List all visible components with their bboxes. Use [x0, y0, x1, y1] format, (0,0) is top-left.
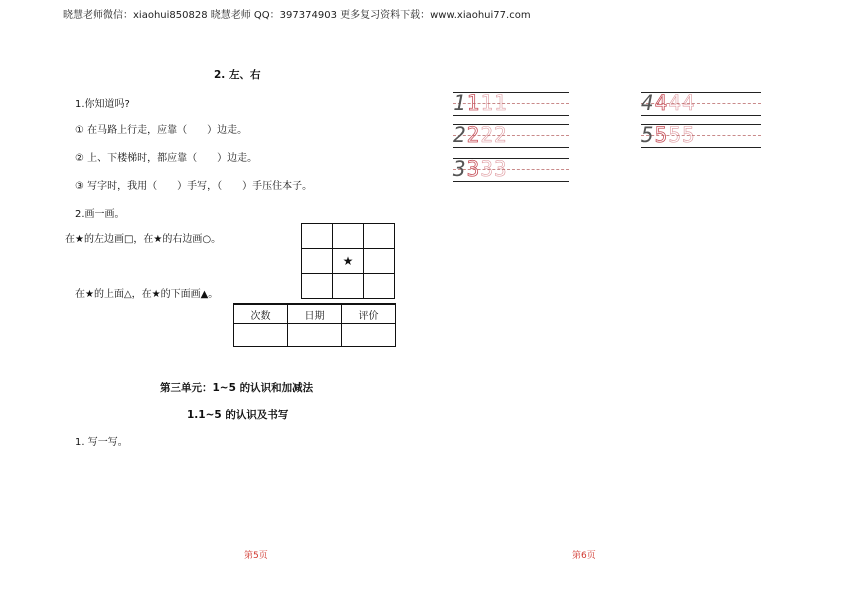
lesson-title: 1.1~5 的认识及书写 [187, 409, 289, 421]
unit-title: 第三单元：1~5 的认识和加减法 [160, 382, 314, 394]
section-title: 2. 左、右 [214, 69, 261, 81]
eval-cell[interactable] [342, 324, 396, 347]
eval-header-date: 日期 [288, 304, 342, 324]
grid-cell[interactable] [302, 249, 333, 274]
grid-cell[interactable] [302, 274, 333, 299]
question-1b: ② 上、下楼梯时，都应靠（ ）边走。 [75, 153, 258, 164]
writing-row-2 [453, 124, 569, 152]
drawing-grid [301, 223, 395, 299]
page-number-left: 第5页 [244, 551, 268, 561]
question-2b: 在★的上面△，在★的下面画▲。 [75, 289, 219, 300]
eval-header-rating: 评价 [342, 304, 396, 324]
star-icon: ★ [333, 249, 364, 274]
question-1c: ③ 写字时，我用（ ）手写，（ ）手压住本子。 [75, 181, 313, 192]
grid-cell[interactable] [302, 224, 333, 249]
eval-header-times: 次数 [234, 304, 288, 324]
grid-cell[interactable] [333, 224, 364, 249]
writing-digits-3: 3333 [453, 157, 508, 181]
evaluation-table [233, 303, 396, 347]
eval-cell[interactable] [234, 324, 288, 347]
page-header: 晓慧老师微信：xiaohui850828 晓慧老师 QQ：397374903 更多复习资料下载：www.xiaohui77.com [63, 10, 531, 21]
eval-cell[interactable] [288, 324, 342, 347]
writing-digits-2: 2222 [453, 123, 508, 147]
grid-cell[interactable] [364, 249, 395, 274]
writing-row-3 [453, 158, 569, 186]
question-2-title: 2.画一画。 [75, 209, 125, 220]
writing-digits-1: 1111 [453, 91, 508, 115]
grid-cell[interactable] [333, 274, 364, 299]
writing-row-5 [641, 124, 761, 152]
grid-cell[interactable] [364, 224, 395, 249]
writing-digits-4: 4444 [641, 91, 696, 115]
writing-row-4 [641, 92, 761, 120]
question-3-title: 1. 写一写。 [75, 437, 128, 448]
question-1-title: 1.你知道吗? [75, 99, 130, 110]
grid-cell[interactable] [364, 274, 395, 299]
page-number-right: 第6页 [572, 551, 596, 561]
question-2a: 在★的左边画□，在★的右边画○。 [65, 234, 222, 245]
question-1a: ① 在马路上行走，应靠（ ）边走。 [75, 125, 248, 136]
writing-row-1 [453, 92, 569, 120]
writing-digits-5: 5555 [641, 123, 696, 147]
